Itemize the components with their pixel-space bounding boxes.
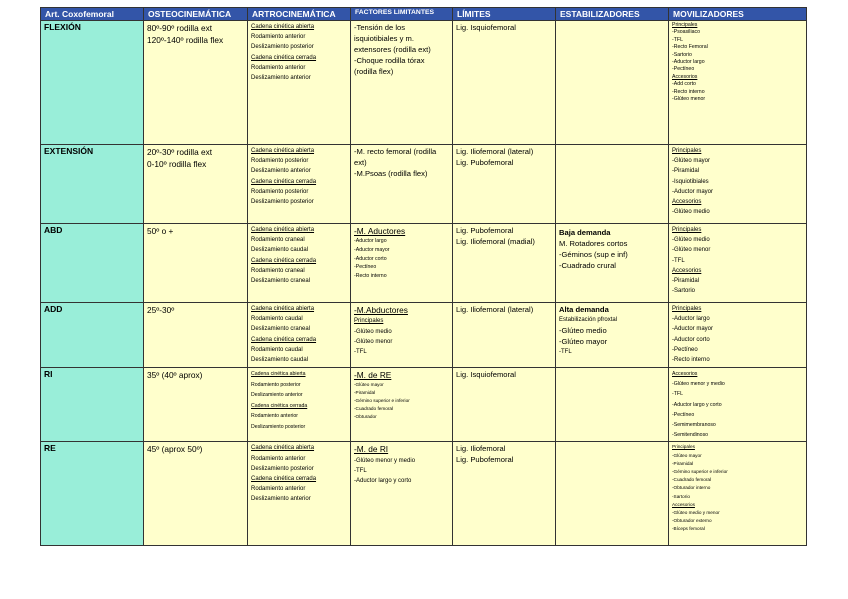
limits-cell <box>453 442 556 546</box>
mover-line: Accesorios <box>672 199 702 206</box>
artro-line: Rodamiento craneal <box>251 237 305 244</box>
artro-line: Rodamiento posterior <box>251 381 301 388</box>
header-limiting-factors: FACTORES LIMITANTES <box>351 8 453 21</box>
movers-cell <box>669 145 807 224</box>
mover-line: -Recto Femoral <box>672 44 708 51</box>
mover-line: -Gémino superior e inferior <box>672 469 728 475</box>
header-stabilizers: ESTABILIZADORES <box>556 8 669 21</box>
header-limits: LÍMITES <box>453 8 556 21</box>
factors-cell <box>351 442 453 546</box>
artro-line: Cadena cinética abierta <box>251 148 315 154</box>
mover-line: -Pectíneo <box>672 66 695 73</box>
factor-line: -Aductor mayor <box>354 247 390 253</box>
mover-line: Principales <box>672 148 702 154</box>
mover-line: Accesorios <box>672 267 702 274</box>
stabilizer-line: Alta demanda <box>559 305 609 314</box>
mover-line: -Aductor largo <box>672 316 710 323</box>
table-row <box>41 224 807 303</box>
mover-line: -Glúteo medio y menor <box>672 510 720 516</box>
factor-line: Principales <box>354 318 384 325</box>
artro-line: Deslizamiento anterior <box>251 392 303 399</box>
stabilizer-line: -TFL <box>559 349 572 356</box>
factors-cell <box>351 224 453 303</box>
mover-line: -Add corto <box>672 81 696 88</box>
factor-line: -M. Aductores <box>354 226 406 236</box>
artro-line: Deslizamiento anterior <box>251 168 311 175</box>
factor-line: -M.Psoas (rodilla flex) <box>354 169 428 178</box>
header-arthrokinematics: ARTROCINEMÁTICA <box>248 8 351 21</box>
artro-line: Deslizamiento craneal <box>251 278 311 285</box>
artro-line: Deslizamiento posterior <box>251 44 314 51</box>
factor-line: -Pectíneo <box>354 264 377 271</box>
mover-line: Principales <box>672 306 702 312</box>
mover-line: -Glúteo medio <box>672 209 710 216</box>
artro-line: Rodamiento caudal <box>251 346 303 353</box>
mover-line: -TFL <box>672 257 685 264</box>
table-row <box>41 21 807 145</box>
movers-cell <box>669 442 807 546</box>
artro-line: Deslizamiento posterior <box>251 423 306 430</box>
mover-line: -Piramidal <box>672 460 694 466</box>
mover-line: Accesorios <box>672 371 698 377</box>
mover-line: -Sartorio <box>672 51 692 58</box>
mover-line: Principales <box>672 444 695 450</box>
osteo-line: 80º-90º rodilla ext <box>147 23 213 33</box>
factor-line: -Glúteo medio <box>354 328 392 335</box>
factor-line: -Glúteo mayor <box>354 382 384 388</box>
artro-line: Cadena cinética abierta <box>251 371 306 377</box>
table-row <box>41 368 807 442</box>
factor-line: -Recto interno <box>354 272 387 279</box>
header-articulation: Art. Coxofemoral <box>41 8 144 21</box>
mover-line: -Cuadrado femoral <box>672 477 712 483</box>
factor-line: -Glúteo menor y medio <box>354 457 416 464</box>
mover-line: -Glúteo menor <box>672 96 706 103</box>
artro-line: Rodamiento anterior <box>251 486 306 493</box>
artro-line: Cadena cinética abierta <box>251 24 315 30</box>
factor-line: -Aductor largo y corto <box>354 478 412 485</box>
stabilizer-line: Estabilización pfroxtal <box>559 317 618 323</box>
artro-line: Rodamiento posterior <box>251 188 309 195</box>
factors-cell <box>351 303 453 368</box>
artro-line: Deslizamiento anterior <box>251 75 311 82</box>
factors-cell <box>351 368 453 442</box>
mover-line: -Psoasiliaco <box>672 29 700 36</box>
mover-line: Principales <box>672 22 698 28</box>
factors-cell <box>351 21 453 145</box>
mover-line: Accesorios <box>672 73 698 80</box>
mover-line: Accesorios <box>672 501 695 507</box>
artro-cell <box>248 145 351 224</box>
limits-cell <box>453 145 556 224</box>
mover-line: -Semimembranoso <box>672 422 716 429</box>
table-row <box>41 303 807 368</box>
movers-cell <box>669 224 807 303</box>
mover-line: -Obturador interno <box>672 485 711 491</box>
mover-line: -Glúteo mayor <box>672 158 711 165</box>
osteo-line: 25º-30º <box>147 305 175 315</box>
osteo-line: 120º-140º rodilla flex <box>147 35 224 46</box>
movement-label: RI <box>41 368 144 442</box>
header-row <box>41 8 807 21</box>
limits-cell <box>453 303 556 368</box>
osteo-cell <box>144 303 248 368</box>
factors-cell <box>351 145 453 224</box>
limit-line: Lig. Iliofemoral (lateral) <box>456 147 534 156</box>
artro-line: Cadena cinética cerrada <box>251 54 317 61</box>
artro-cell <box>248 303 351 368</box>
table-row <box>41 145 807 224</box>
mover-line: -Semitendinoso <box>672 432 709 439</box>
stabilizer-line: M. Rotadores cortos <box>559 239 628 248</box>
osteo-cell <box>144 145 248 224</box>
mover-line: -Sartorio <box>672 288 696 295</box>
artro-line: Deslizamiento caudal <box>251 357 309 364</box>
artro-line: Cadena cinética cerrada <box>251 178 317 185</box>
mover-line: -Aductor corto <box>672 336 710 343</box>
limit-line: Lig. Isquiofemoral <box>456 370 516 379</box>
mover-line: -Glúteo mayor <box>672 452 702 458</box>
hip-joint-table <box>40 7 807 546</box>
osteo-line: 35º (40º aprox) <box>147 370 203 380</box>
movers-cell <box>669 368 807 442</box>
artro-line: Cadena cinética cerrada <box>251 336 317 343</box>
factor-line: -M.Abductores <box>354 305 408 315</box>
factor-line: -Glúteo menor <box>354 338 393 345</box>
mover-line: -Aductor mayor <box>672 188 714 195</box>
factor-line: -M. de RI <box>354 444 389 455</box>
artro-cell <box>248 368 351 442</box>
osteo-line: 50º o + <box>147 226 174 236</box>
stabilizers-cell <box>556 145 669 224</box>
factor-line: -Cuadrado femoral <box>354 406 394 412</box>
artro-line: Rodamiento anterior <box>251 64 306 71</box>
stabilizers-cell <box>556 442 669 546</box>
artro-line: Cadena cinética cerrada <box>251 257 317 264</box>
factor-line: -Obturador <box>354 414 377 420</box>
artro-line: Cadena cinética cerrada <box>251 476 317 483</box>
limit-line: Lig. Pubofemoral <box>456 158 514 167</box>
osteo-cell <box>144 368 248 442</box>
mover-line: -Pectíneo <box>672 411 695 418</box>
mover-line: -Pectíneo <box>672 346 698 353</box>
artro-line: Deslizamiento caudal <box>251 247 309 254</box>
limit-line: Lig. Isquiofemoral <box>456 23 516 32</box>
limits-cell <box>453 224 556 303</box>
artro-line: Deslizamiento posterior <box>251 199 314 206</box>
mover-line: -Bíceps femoral <box>672 526 705 532</box>
limits-cell <box>453 368 556 442</box>
mover-line: -Obturador externo <box>672 518 712 524</box>
factor-line: -Gémino superior e inferior <box>354 398 410 404</box>
osteo-line: 45º (aprox 50º) <box>147 444 203 455</box>
factor-line: -Tensión de los isquiotibiales y m. extensores (rodilla ext) <box>354 23 431 54</box>
mover-line: -Aductor mayor <box>672 326 714 333</box>
mover-line: -Piramidal <box>672 168 700 175</box>
osteo-cell <box>144 21 248 145</box>
osteo-line: 0-10º rodilla flex <box>147 159 207 170</box>
factor-line: -Choque rodilla tórax (rodilla flex) <box>354 56 425 76</box>
artro-line: Cadena cinética abierta <box>251 306 315 312</box>
artro-line: Deslizamiento anterior <box>251 496 311 503</box>
stabilizer-line: -Glúteo mayor <box>559 337 608 347</box>
mover-line: -Recto interno <box>672 88 705 95</box>
artro-line: Rodamiento anterior <box>251 34 306 41</box>
limit-line: Lig. Pubofemoral <box>456 226 514 235</box>
mover-line: -Sartorio <box>672 493 690 499</box>
stabilizers-cell <box>556 303 669 368</box>
artro-line: Cadena cinética abierta <box>251 445 315 452</box>
artro-line: Cadena cinética abierta <box>251 227 315 233</box>
header-osteokinematics: OSTEOCINEMÁTICA <box>144 8 248 21</box>
artro-cell <box>248 224 351 303</box>
mover-line: -Aductor largo <box>672 59 705 66</box>
factor-line: -Aductor largo <box>354 238 387 245</box>
factor-line: -TFL <box>354 468 367 475</box>
mover-line: -Recto interno <box>672 357 710 364</box>
artro-line: Rodamiento anterior <box>251 413 299 420</box>
mover-line: -TFL <box>672 36 683 43</box>
factor-line: -M. recto femoral (rodilla ext) <box>354 147 437 167</box>
limits-cell <box>453 21 556 145</box>
movement-label: ADD <box>41 303 144 368</box>
movers-cell <box>669 303 807 368</box>
mover-line: -Isquiotibiales <box>672 178 709 185</box>
movement-label: RE <box>41 442 144 546</box>
osteo-cell <box>144 224 248 303</box>
osteo-cell <box>144 442 248 546</box>
stabilizer-line: -Géminos (sup e inf) <box>559 250 628 259</box>
artro-line: Deslizamiento posterior <box>251 465 314 472</box>
limit-line: Lig. Iliofemoral <box>456 444 506 454</box>
artro-cell <box>248 21 351 145</box>
stabilizers-cell <box>556 368 669 442</box>
factor-line: -Piramidal <box>354 390 376 396</box>
table-row <box>41 442 807 546</box>
factor-line: -M. de RE <box>354 370 392 380</box>
header-movers: MOVILIZADORES <box>669 8 807 21</box>
artro-line: Rodamiento craneal <box>251 267 305 274</box>
mover-line: -Glúteo menor y medio <box>672 381 725 388</box>
stabilizers-cell <box>556 21 669 145</box>
factor-line: -Aductor corto <box>354 255 387 262</box>
factor-line: -TFL <box>354 349 367 356</box>
stabilizer-line: -Glúteo medio <box>559 326 607 336</box>
mover-line: -TFL <box>672 391 683 398</box>
artro-line: Rodamiento anterior <box>251 455 306 462</box>
osteo-line: 20º-30º rodilla ext <box>147 147 213 157</box>
mover-line: -Piramidal <box>672 278 700 285</box>
stabilizer-line: Baja demanda <box>559 228 611 237</box>
mover-line: -Glúteo medio <box>672 237 710 244</box>
limit-line: Lig. Iliofemoral (madial) <box>456 237 535 246</box>
movement-label: FLEXIÓN <box>41 21 144 145</box>
artro-line: Rodamiento posterior <box>251 158 309 165</box>
movers-cell <box>669 21 807 145</box>
artro-line: Cadena cinética cerrada <box>251 402 308 409</box>
limit-line: Lig. Iliofemoral (lateral) <box>456 305 534 314</box>
movement-label: ABD <box>41 224 144 303</box>
artro-line: Rodamiento caudal <box>251 316 303 323</box>
movement-label: EXTENSIÓN <box>41 145 144 224</box>
mover-line: -Glúteo menor <box>672 247 711 254</box>
mover-line: Principales <box>672 227 702 233</box>
stabilizer-line: -Cuadrado crural <box>559 261 616 270</box>
limit-line: Lig. Pubofemoral <box>456 455 514 465</box>
artro-cell <box>248 442 351 546</box>
stabilizers-cell <box>556 224 669 303</box>
artro-line: Deslizamiento craneal <box>251 326 311 333</box>
mover-line: -Aductor largo y corto <box>672 401 722 408</box>
